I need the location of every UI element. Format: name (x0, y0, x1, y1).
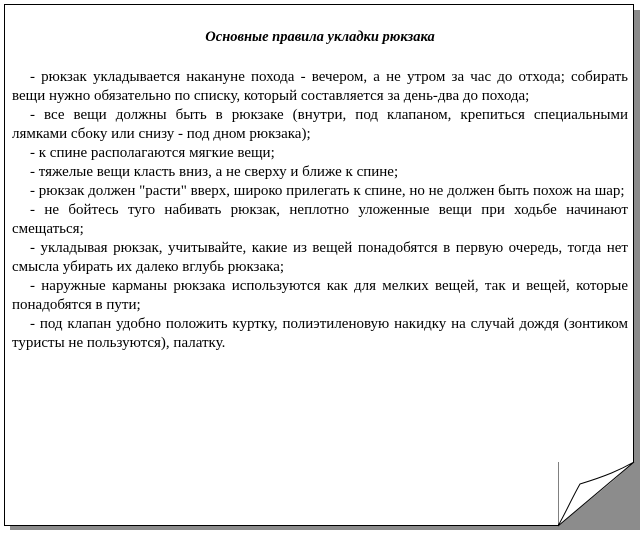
rule-item: - под клапан удобно положить куртку, полиэтиленовую накидку на случай дождя (зонтиком туристы не пользуются), палатку. (12, 316, 628, 351)
rule-item: - рюкзак укладывается накануне похода - вечером, а не утром за час до отхода; собирать вещи нужно обязательно по списку, который составляется за день-два до похода; (12, 69, 628, 104)
rule-item: - укладывая рюкзак, учитывайте, какие из вещей понадобятся в первую очередь, тогда нет смысла убирать их далеко вглубь рюкзака; (12, 240, 628, 275)
rule-item: - к спине располагаются мягкие вещи; (30, 145, 275, 161)
rule-item: - не бойтесь туго набивать рюкзак, неплотно уложенные вещи при ходьбе начинают смещаться; (12, 202, 628, 237)
document-body (12, 28, 628, 353)
rule-item: - все вещи должны быть в рюкзаке (внутри, под клапаном, крепиться специальными лямками сбоку или снизу - под дном рюкзака); (12, 107, 628, 142)
rule-item: - наружные карманы рюкзака используются как для мелких вещей, так и вещей, которые понадобятся в пути; (12, 278, 628, 313)
folded-corner-icon (558, 462, 638, 530)
rule-item: - тяжелые вещи класть вниз, а не сверху и ближе к спине; (30, 164, 399, 180)
rule-item: - рюкзак должен "расти" вверх, широко прилегать к спине, но не должен быть похож на шар; (30, 183, 625, 199)
document-title: Основные правила укладки рюкзака (205, 29, 435, 45)
